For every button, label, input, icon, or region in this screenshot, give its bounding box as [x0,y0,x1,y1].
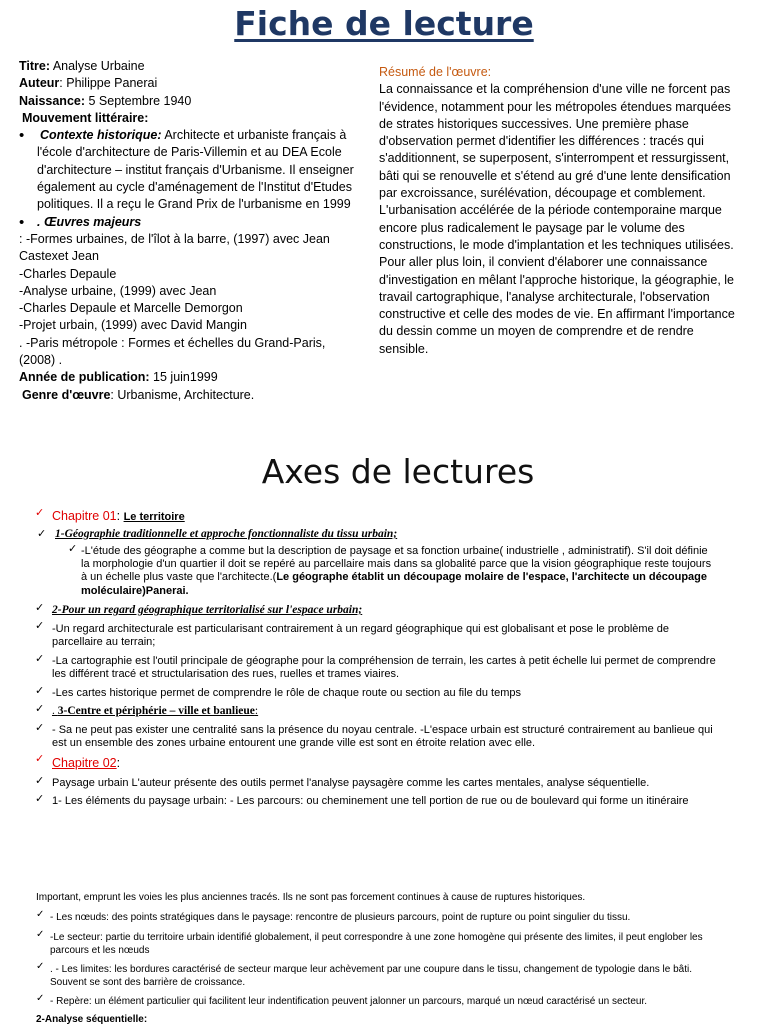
check-icon: ✓ [35,753,45,765]
lower-item: - Les nœuds: des points stratégiques dans le paysage: rencontre de plusieurs parcours, point de rupture ou point singulier du tissu. [50,912,631,923]
check-icon: ✓ [36,993,45,1004]
check-icon: ✓ [68,543,78,555]
oeuvre-line: . -Paris métropole : Formes et échelles du Grand-Paris, (2008) . [19,335,326,368]
check-icon: ✓ [35,620,45,632]
page-title: Fiche de lecture [234,4,534,43]
auteur-line: Auteur: Philippe Panerai [19,76,158,91]
oeuvre-line: -Charles Depaule [19,266,117,281]
publication-line: Année de publication: 15 juin1999 [19,370,218,385]
lower-section-title: 2-Analyse séquentielle: [36,1014,148,1025]
axes-title: Axes de lectures [261,452,535,491]
check-icon: ✓ [36,929,45,940]
chapitre-2-item: Paysage urbain L'auteur présente des outils permet l'analyse paysagère comme les cartes mentales, analyse séquentielle. [52,777,650,789]
lower-item: -Le secteur: partie du territoire urbain identifié globalement, il peut correspondre à une zone homogène qui présente des limites, il peut englober les parcours et les nœuds [50,932,703,956]
lower-item: - Repère: un élément particulier qui facilitent leur indentification peuvent jalonner un parcours, marqué un nœud caractérisé un secteur. [50,996,647,1007]
book-info [19,58,364,404]
oeuvre-line: -Analyse urbaine, (1999) avec Jean [19,283,217,298]
chapitre-1-heading: Chapitre 01: Le territoire [52,509,185,523]
chapitre-2-item: 1- Les éléments du paysage urbain: - Les parcours: ou cheminement une tell portion de rue ou de boulevard qui forme un itinéraire [52,795,689,807]
check-icon: ✓ [36,961,45,972]
oeuvre-line: : -Formes urbaines, de l'îlot à la barre, (1997) avec Jean Castexet Jean [19,231,330,264]
mouvement-line: Mouvement littéraire: [22,110,149,125]
resume-section [379,64,739,358]
check-icon: ✓ [35,722,45,734]
check-icon: ✓ [35,775,45,787]
check-icon: ✓ [37,528,47,540]
resume-label: Résumé de l'œuvre: [379,65,492,79]
important-note: Important, emprunt les voies les plus anciennes tracés. Ils ne sont pas forcement continues à cause de ruptures historiques. [36,892,586,903]
section-1-title: 1-Géographie traditionnelle et approche fonctionnaliste du tissu urbain; [55,528,398,540]
section-3-title: . 3-Centre et périphérie – ville et banlieue: [52,705,259,717]
bullet-icon: • [19,127,25,145]
check-icon: ✓ [35,653,45,665]
check-icon: ✓ [35,793,45,805]
check-icon: ✓ [36,909,45,920]
oeuvres-item: • . Œuvres majeurs [19,213,142,231]
contexte-item: • Contexte historique: Architecte et urbaniste français à l'école d'architecture de Paris-Villemin et au DEA Ecole d'architecture – institut français d'Urbanisme. Il enseigner également au cycle d'aménagement de l'Institut d'Etudes politiques. Il a reçu le Grand Prix de l'urbanisme en 1999 [19,127,354,212]
chapitre-2-heading: Chapitre 02: [52,756,121,770]
check-icon: ✓ [35,685,45,697]
check-icon: ✓ [35,602,45,614]
section-1-text: -L'étude des géographe a comme but la description de paysage et sa fonction urbaine( industrielle , administratif). S'il doit définie la morphologie d'un quartier il doit se repéré au parcellaire mais dans sa globalité parce que la vision géographique reste toujours à un échelle plus vaste que l'architecte.(Le géographe établit un découpage molaire de l'espace, l'architecte un découpage moléculaire)Panerai. [81,545,712,597]
check-icon: ✓ [35,703,45,715]
section-2-item: -Un regard architecturale est particularisant contrairement à un regard géographique qui est globalisant et pose le problème de parcellaire au terrain; [52,623,669,649]
bullet-icon: • [19,213,25,231]
section-3-item: - Sa ne peut pas exister une centralité sans la présence du noyau centrale. -L'espace urbain est structuré contrairement au banlieue qui est un ensemble des zones urbaine entourent une grande ville est sont en étroite relation avec elle. [52,724,713,750]
genre-line: Genre d'œuvre: Urbanisme, Architecture. [22,387,255,402]
oeuvre-line: -Projet urbain, (1999) avec David Mangin [19,318,247,333]
section-2-item: -Les cartes historique permet de comprendre le rôle de chaque route ou section au file du temps [52,687,521,699]
titre-line: Titre: Analyse Urbaine [19,59,145,73]
resume-text: La connaissance et la compréhension d'une ville ne forcent pas l'évidence, notamment pour les métropoles étendues marquées de strates historiques successives. Une première phase d'observation permet d'identifier les différences : tracés qui s'additionnent, se superposent, s'interrompent et ressurgissent, bâti qui se renouvelle et s'étend au gré d'une lente densification par excroissance, surélévation, découpage et comblement. L'urbanisation accélérée de la période contemporaine marque encore plus radicalement le paysage par le volume des constructions, le mode d'implantation et les techniques utilisées. Pour aller plus loin, il convient d'élaborer une connaissance d'investigation en mêlant l'approche historique, la géographie, le travail cartographique, l'analyse architecturale, l'observation constructive et celle des modes de vie. En affirmant l'importance du dessin comme un moyen de comprendre et de rendre sensible. [379,82,735,356]
section-2-title: 2-Pour un regard géographique territorialisé sur l'espace urbain; [52,604,363,616]
lower-item: . - Les limites: les bordures caractérisé de secteur marque leur achèvement par une coupure dans le tissu, changement de typologie dans le bâti. Souvent se sont des barrière de croissance. [50,964,693,988]
naissance-line: Naissance: 5 Septembre 1940 [19,93,192,108]
check-icon: ✓ [35,507,45,519]
oeuvre-line: -Charles Depaule et Marcelle Demorgon [19,301,243,316]
section-2-item: -La cartographie est l'outil principale de géographe pour la compréhension de terrain, les cartes à petit échelle lui permet de comprendre les différent tracé et structularisation des rues, ruelles et trames viaires. [52,655,716,681]
